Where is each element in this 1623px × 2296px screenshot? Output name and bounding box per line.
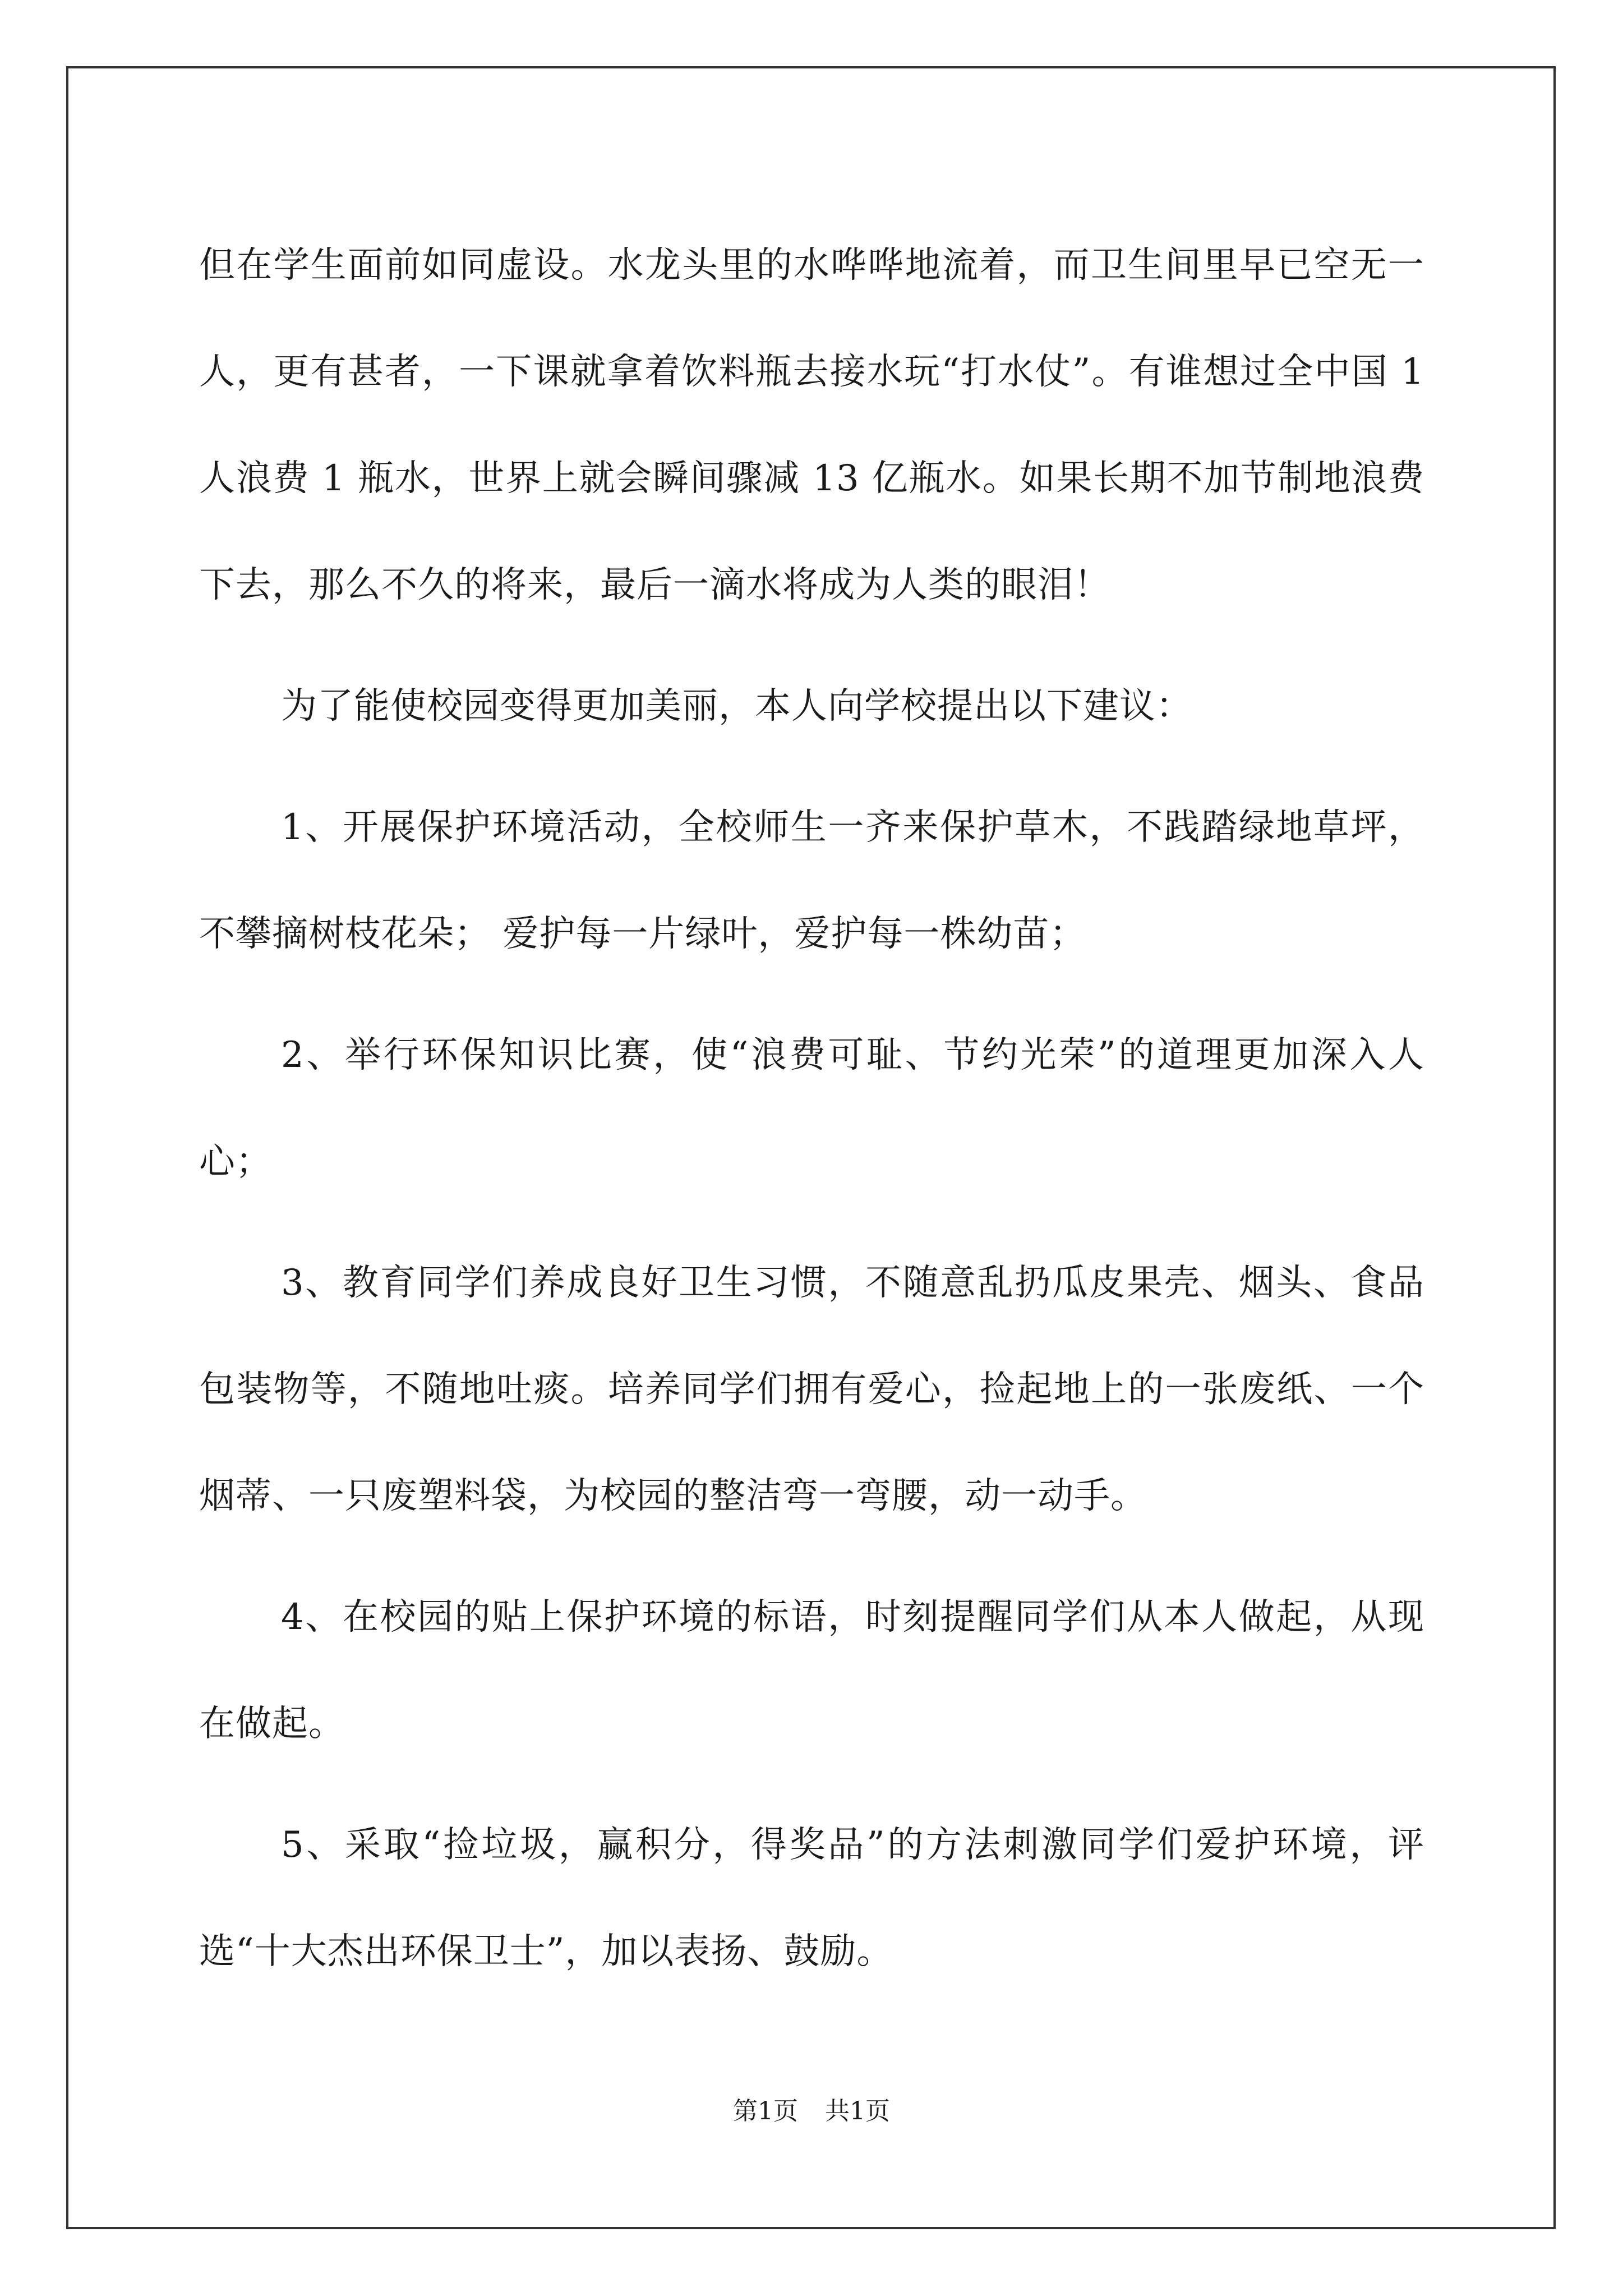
paragraph-1: 但在学生面前如同虚设。水龙头里的水哗哗地流着，而卫生间里早已空无一人，更有甚者，一下课就拿着饮料瓶去接水玩“打水仗”。有谁想过全中国 1 人浪费 1 瓶水，世界上就会瞬间骤减 13 亿瓶水。如果长期不加节制地浪费下去，那么不久的将来，最后一滴水将成为人类的眼泪！: [199, 245, 1424, 606]
paragraph-2: 为了能使校园变得更加美丽，本人向学校提出以下建议：: [281, 685, 1192, 727]
paragraph-3: 1、开展保护环境活动，全校师生一齐来保护草木，不践踏绿地草坪，不攀摘树枝花朵； 爱护每一片绿叶，爱护每一株幼苗；: [199, 807, 1424, 955]
page-footer: [0, 2091, 1623, 2127]
page-number-total: 共1页: [825, 2097, 890, 2125]
page-number-current: 第1页: [733, 2097, 798, 2125]
paragraph-5: 3、教育同学们养成良好卫生习惯，不随意乱扔瓜皮果壳、烟头、食品包装物等，不随地吐痰。培养同学们拥有爱心，捡起地上的一张废纸、一个烟蒂、一只废塑料袋，为校园的整洁弯一弯腰，动一动手。: [199, 1262, 1424, 1517]
paragraph-6: 4、在校园的贴上保护环境的标语，时刻提醒同学们从本人做起，从现在做起。: [199, 1596, 1424, 1745]
document-body: [199, 212, 1424, 2019]
paragraph-4: 2、举行环保知识比赛，使“浪费可耻、节约光荣”的道理更加深入人心；: [199, 1034, 1424, 1182]
paragraph-7: 5、采取“捡垃圾，赢积分，得奖品”的方法刺激同学们爱护环境，评选“十大杰出环保卫士”，加以表扬、鼓励。: [199, 1824, 1424, 1972]
